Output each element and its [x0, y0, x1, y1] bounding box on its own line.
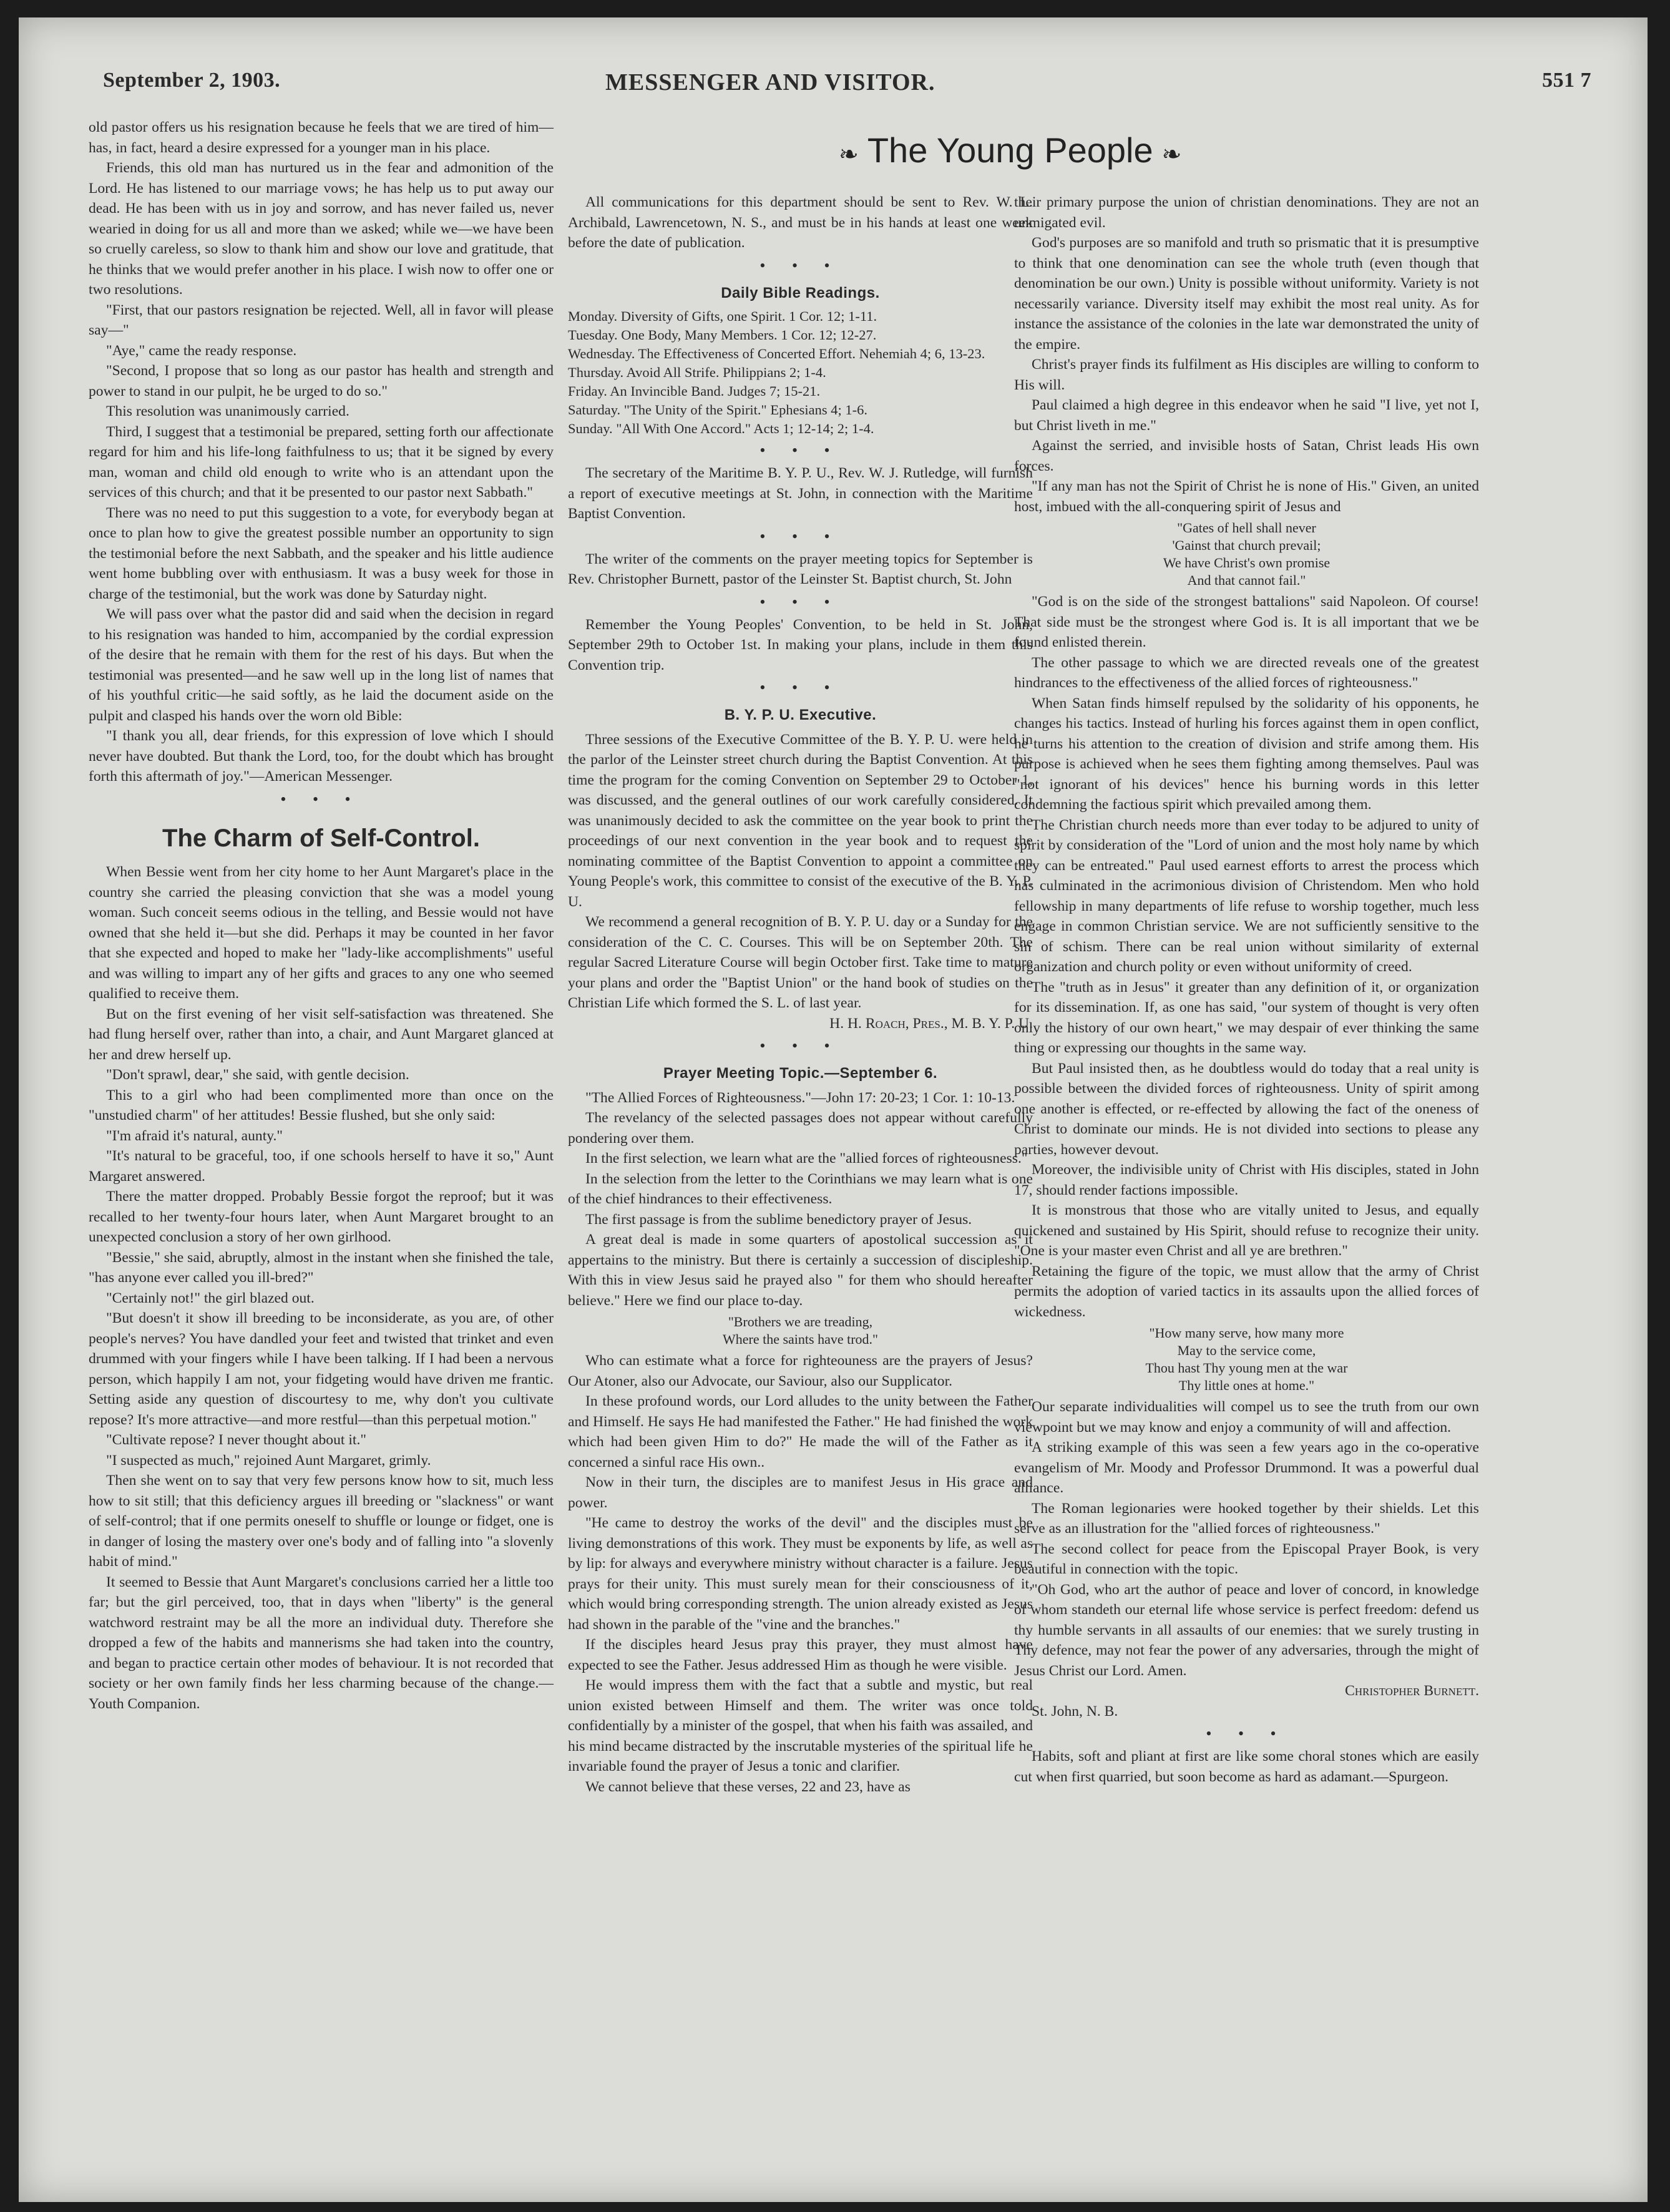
paragraph: their primary purpose the union of christian denominations. They are not an unmigated evil.: [1014, 194, 1479, 231]
paragraph: Moreover, the indivisible unity of Christ with His disciples, stated in John 17, should render factions impossible.: [1014, 1162, 1479, 1198]
column-right: [1014, 192, 1479, 1787]
paragraph: "I'm afraid it's natural, aunty.": [106, 1127, 283, 1144]
dateline: St. John, N. B.: [1032, 1703, 1118, 1720]
paragraph: We cannot believe that these verses, 22 and 23, have as: [585, 1778, 911, 1795]
paragraph: Now in their turn, the disciples are to manifest Jesus in His grace and power.: [568, 1474, 1033, 1511]
signature: Christopher Burnett.: [1345, 1683, 1479, 1699]
section-divider: • • •: [759, 527, 841, 546]
paragraph: All communications for this department should be sent to Rev. W. L. Archibald, Lawrencetown, N. S., and must be in his hands at least one week before the date of publication.: [568, 194, 1033, 251]
verse-line: We have Christ's own promise: [1163, 555, 1331, 570]
verse-line: "Gates of hell shall never: [1177, 520, 1316, 536]
paragraph: "If any man has not the Spirit of Christ he is none of His." Given, an united host, imbued with the all-conquering spirit of Jesus and: [1014, 478, 1479, 515]
paragraph: There the matter dropped. Probably Bessie forgot the reproof; but it was recalled to her twenty-four hours later, when Aunt Margaret brought to an unexpected conclusion a story of her own girlhood.: [89, 1188, 554, 1245]
page-number: 551 7: [1542, 69, 1591, 92]
paragraph: old pastor offers us his resignation because he feels that we are tired of him—has, in fact, heard a desire expressed for a younger man in his place.: [89, 119, 554, 156]
paragraph: The other passage to which we are directed reveals one of the greatest hindrances to the effectiveness of the allied forces of righteousness.": [1014, 654, 1479, 691]
section-divider: • • •: [280, 790, 362, 808]
list-item: Friday. An Invincible Band. Judges 7; 15-21.: [568, 383, 821, 399]
paragraph: When Bessie went from her city home to her Aunt Margaret's place in the country she carried the pleasing conviction that she was a model young woman. Such conceit seems odious in the telling, and Bessie would not have owned that she held it—but she did. Perhaps it may be counted in her favor that she expected and hoped to make her "lady-like accomplishments" useful and was willing to impart any of her gifts and graces to any one who seemed qualified to receive them.: [89, 864, 554, 1002]
paragraph: "God is on the side of the strongest battalions" said Napoleon. Of course! That side must be the strongest where God is. It is all important that we be found enlisted therein.: [1014, 594, 1479, 650]
fleuron-icon: ❧: [839, 142, 859, 168]
paragraph: Third, I suggest that a testimonial be prepared, setting forth our affectionate regard for him and his life-long faithfulness to us; that it be signed by every man, woman and child old enough to write who is an attendant upon the services of this church; and that it be presented to our pastor next Sabbath.": [89, 423, 554, 501]
paragraph: The writer of the comments on the prayer meeting topics for September is Rev. Christopher Burnett, pastor of the Leinster St. Baptist church, St. John: [568, 551, 1033, 587]
verse-line: "Brothers we are treading,: [728, 1314, 873, 1329]
paragraph: The "truth as in Jesus" it greater than any definition of it, or organization for its dissemination. If, as one has said, "our system of thought is very often only the history of our own heart," we may despair of ever thinking the same thing or expressing our thoughts in the same way.: [1014, 979, 1479, 1056]
paragraph: But on the first evening of her visit self-satisfaction was threatened. She had flung herself over, rather than into, a chair, and Aunt Margaret glanced at her and drew herself up.: [89, 1006, 554, 1063]
list-item: Thursday. Avoid All Strife. Philippians 2; 1-4.: [568, 365, 826, 380]
subheading: Daily Bible Readings.: [721, 284, 880, 301]
paragraph: "Don't sprawl, dear," she said, with gentle decision.: [106, 1067, 409, 1083]
paragraph: "Aye," came the ready response.: [106, 342, 297, 359]
paragraph: He would impress them with the fact that a subtle and mystic, but real union existed between Himself and them. The writer was once told confidentially by a minister of the gospel, that when his faith was assailed, and his mind became distracted by the inscrutable mysteries of the spiritual life he invariable found the prayer of Jesus a tonic and clarifier.: [568, 1677, 1033, 1774]
paragraph: The first passage is from the sublime benedictory prayer of Jesus.: [585, 1211, 972, 1228]
subheading: B. Y. P. U. Executive.: [724, 707, 877, 723]
paragraph: "Oh God, who art the author of peace and lover of concord, in knowledge of whom standeth our eternal life whose service is perfect freedom: defend us thy humble servants in all assaults of our enemies: that we surely trusting in Thy defence, may not fear the power of any adversaries, through the might of Jesus Christ our Lord. Amen.: [1014, 1581, 1479, 1679]
verse-quote: [568, 1313, 1033, 1348]
paragraph: A striking example of this was seen a few years ago in the co-operative evangelism of Mr. Moody and Professor Drummond. It was a powerful dual alliance.: [1014, 1439, 1479, 1496]
verse-line: 'Gainst that church prevail;: [1172, 537, 1321, 553]
paragraph: The Christian church needs more than ever today to be adjured to unity of spirit by consideration of the "Lord of union and the most holy name by which they can be entreated." Paul used earnest efforts to arrest the process which has culminated in the acrimonious division of Christendom. Men who hold fellowship in many departments of life refuse to worship together, much less engage in common Christian service. We are not sufficiently sensitive to the sin of schism. There can be real union without similarity of external organization and church polity or even without uniformity of creed.: [1014, 816, 1479, 975]
list-item: Tuesday. One Body, Many Members. 1 Cor. 12; 12-27.: [568, 327, 877, 343]
section-heading: [830, 130, 1190, 170]
paragraph: Retaining the figure of the topic, we must allow that the army of Christ permits the adoption of varied tactics in its assaults upon the allied forces of wickedness.: [1014, 1263, 1479, 1320]
paragraph: But Paul insisted then, as he doubtless would do today that a real unity is possible between the divided forces of righteousness. Unity of spirit among one another is effected, or re-effected by allowing the fact of the oneness of Christ to dominate our minds. He is not divided into sections to please any parties, however devout.: [1014, 1060, 1479, 1158]
paragraph: "But doesn't it show ill breeding to be inconsiderate, as you are, of other people's nerves? You have dandled your feet and twisted that trinket and even drummed with your fingers while I have been talking. If I had been a nervous person, which happily I am not, your fidgeting would have driven me frantic. Setting aside any question of discourtesy to me, why don't you cultivate repose? It's more attractive—and more restful—than this perpetual motion.": [89, 1310, 554, 1428]
paragraph: The second collect for peace from the Episcopal Prayer Book, is very beautiful in connection with the topic.: [1014, 1540, 1479, 1577]
issue-date: September 2, 1903.: [103, 69, 281, 92]
paragraph: "First, that our pastors resignation be rejected. Well, all in favor will please say—": [89, 301, 554, 338]
paragraph: Then she went on to say that very few persons know how to sit, much less how to sit still; that this deficiency argues ill breeding or "slackness" or want of self-control; that if one permits oneself to shuffle or lounge or fidget, one is in danger of losing the mastery over one's body and of falling into "a slovenly habit of mind.": [89, 1472, 554, 1570]
paragraph: When Satan finds himself repulsed by the solidarity of his opponents, he changes his tactics. Instead of hurling his forces against them in open conflict, he turns his attention to the creation of division and strife among them. His purpose is achieved when he sees them fighting among themselves. Paul was "not ignorant of his devices" hence his burning words in this letter condemning the factious spirit which prevailed among them.: [1014, 695, 1479, 813]
paragraph: "I thank you all, dear friends, for this expression of love which I should never have doubted. But thank the Lord, too, for the doubt which has brought forth this aftermath of joy."—American Messenger.: [89, 728, 554, 785]
section-divider: • • •: [759, 678, 841, 697]
verse-line: Where the saints have trod.": [722, 1331, 879, 1347]
paragraph: "The Allied Forces of Righteousness."—John 17: 20-23; 1 Cor. 1: 10-13.: [585, 1089, 1015, 1106]
paragraph: The revelancy of the selected passages does not appear without carefully pondering over them.: [568, 1110, 1033, 1147]
paragraph: The Roman legionaries were hooked together by their shields. Let this serve as an illustration for the "allied forces of righteousness.": [1014, 1500, 1479, 1537]
paragraph: "Bessie," she said, abruptly, almost in the instant when she finished the tale, "has anyone ever called you ill-bred?": [89, 1249, 554, 1286]
list-item: Sunday. "All With One Accord." Acts 1; 12-14; 2; 1-4.: [568, 421, 874, 436]
paragraph: Our separate individualities will compel us to see the truth from our own viewpoint but we may know and enjoy a community of will and affection.: [1014, 1399, 1479, 1436]
paragraph: "Second, I propose that so long as our pastor has health and strength and power to stand in our pulpit, he be urged to do so.": [89, 363, 554, 399]
paragraph: Habits, soft and pliant at first are like some choral stones which are easily cut when first quarried, but soon become as hard as adamant.—Spurgeon.: [1014, 1748, 1479, 1785]
paragraph: If the disciples heard Jesus pray this prayer, they must almost have expected to see the Father. Jesus addressed Him as though he were visible.: [568, 1637, 1033, 1673]
fleuron-icon: ❧: [1161, 142, 1182, 168]
paragraph: Against the serried, and invisible hosts of Satan, Christ leads His own forces.: [1014, 438, 1479, 474]
paragraph: Christ's prayer finds its fulfilment as His disciples are willing to conform to His will.: [1014, 356, 1479, 393]
paragraph: Paul claimed a high degree in this endeavor when he said "I live, yet not I, but Christ liveth in me.": [1014, 397, 1479, 434]
paragraph: This to a girl who had been complimented more than once on the "unstudied charm" of her attitudes! Bessie flushed, but she only said:: [89, 1087, 554, 1123]
paragraph: In the selection from the letter to the Corinthians we may learn what is one of the chief hindrances to their effectiveness.: [568, 1170, 1033, 1207]
section-heading-text: The Young People: [867, 130, 1153, 170]
list-item: Saturday. "The Unity of the Spirit." Ephesians 4; 1-6.: [568, 402, 867, 418]
paragraph: Who can estimate what a force for righteouness are the prayers of Jesus? Our Atoner, also our Advocate, our Saviour, also our Supplicator.: [568, 1353, 1033, 1389]
paragraph: Three sessions of the Executive Committee of the B. Y. P. U. were held in the parlor of the Leinster street church during the Baptist Convention. At this time the program for the coming Convention on September 29 to October 1, was discussed, and the general outlines of our work carefully considered. It was unanimously decided to ask the committee on the year book to print the proceedings of our next convention in the year book and to request the nominating committee of the Baptist Convention to appoint a committee on Young People's work, this committee to consist of the executive of the B. Y. P. U.: [568, 731, 1033, 910]
list-item: Wednesday. The Effectiveness of Concerted Effort. Nehemiah 4; 6, 13-23.: [568, 346, 985, 361]
paragraph: "I suspected as much," rejoined Aunt Margaret, grimly.: [106, 1452, 431, 1469]
verse-line: And that cannot fail.": [1187, 572, 1306, 588]
paragraph: Remember the Young Peoples' Convention, to be held in St. John, September 29th to October 1st. In making your plans, include in them this Convention trip.: [568, 616, 1033, 673]
paragraph: A great deal is made in some quarters of apostolical succession as it appertains to the ministry. But there is certainly a succession of discipleship. With this in view Jesus said he prayed also " for them who should hereafter believe." Here we find our place to-day.: [568, 1231, 1033, 1309]
bible-readings-list: [568, 307, 1033, 438]
paragraph: It is monstrous that those who are vitally united to Jesus, and equally quickened and sustained by His Spirit, should refuse to recognize their unity. "One is your master even Christ and all ye are brethren.": [1014, 1202, 1479, 1259]
paragraph: In the first selection, we learn what are the "allied forces of righteousness.": [585, 1150, 1028, 1167]
paragraph: "He came to destroy the works of the devil" and the disciples must be living demonstrations of this work. They must be exponents by life, as well as by lip: for always and everywhere ministry without character is a failure. Jesus prays for their unity. This must surely mean for their consciousness of it, which would bring corresponding strength. The union already existed as Jesus had shown in the parable of the "vine and the branches.": [568, 1515, 1033, 1633]
paragraph: "Cultivate repose? I never thought about it.": [106, 1432, 366, 1448]
paragraph: We will pass over what the pastor did and said when the decision in regard to his resignation was handed to him, accompanied by the cordial expression of the desire that he remain with them for the rest of his days. But when the testimonial was presented—and he saw well up in the long list of names that of his youthful critic—he said softly, as he laid the document aside on the pulpit and clasped his hands over the worn old Bible:: [89, 606, 554, 724]
paragraph: God's purposes are so manifold and truth so prismatic that it is presumptive to think that one denomination can see the whole truth (even though that denomination be our own.) Unity is possible without uniformity. Variety is not necessarily variance. Diversity itself may exhibit the most real unity. As for instance the assistance of the colonies in the late war demonstrated the unity of the empire.: [1014, 235, 1479, 353]
paragraph: There was no need to put this suggestion to a vote, for everybody began at once to plan how to give the greatest possible number an opportunity to sign the testimonial before the next Sabbath, and the speaker and his little audience went home bubbling over with enthusiasm. It was a busy week for those in charge of the testimonial, but the work was done by Saturday night.: [89, 504, 554, 602]
paragraph: In these profound words, our Lord alludes to the unity between the Father and Himself. He says He had manifested the Father." He had finished the work which had been given Him to do?" He made the will of the Father as it concerned a sinful race His own..: [568, 1393, 1033, 1471]
paragraph: "Certainly not!" the girl blazed out.: [106, 1290, 315, 1306]
verse-line: Thy little ones at home.": [1178, 1378, 1315, 1393]
paragraph: It seemed to Bessie that Aunt Margaret's conclusions carried her a little too far; but the girl perceived, too, that in days when "liberty" is the general watchword restraint may be all the more an individual duty. Therefore she dropped a few of the habits and mannerisms she had taken into the country, and began to practice certain other modes of behaviour. It is not recorded that society or her own family finds her less charming because of the change.—Youth Companion.: [89, 1573, 554, 1712]
column-middle: [568, 192, 1033, 1797]
paragraph: "It's natural to be graceful, too, if one schools herself to have it so," Aunt Margaret answered.: [89, 1148, 554, 1185]
verse-quote: [1014, 519, 1479, 589]
section-divider: • • •: [1206, 1725, 1287, 1743]
section-divider: • • •: [759, 592, 841, 611]
masthead-title: MESSENGER AND VISITOR.: [605, 69, 935, 95]
subheading: Prayer Meeting Topic.—September 6.: [663, 1065, 938, 1082]
paragraph: Friends, this old man has nurtured us in the fear and admonition of the Lord. He has listened to our marriage vows; he has help us to put away our dead. He has been with us in joy and sorrow, and has never failed us, never wearied in doing for us all and more than we asked; while we—we have been so cruelly careless, so slow to thank him and show our love and gratitude, that he thinks that we would prefer another in his place. I wish now to offer one or two resolutions.: [89, 160, 554, 298]
column-left: [89, 117, 554, 1714]
paragraph: The secretary of the Maritime B. Y. P. U., Rev. W. J. Rutledge, will furnish a report of executive meetings at St. John, in connection with the Maritime Baptist Convention.: [568, 465, 1033, 522]
section-divider: • • •: [759, 441, 841, 459]
article-title: The Charm of Self-Control.: [162, 824, 480, 852]
section-divider: • • •: [759, 1037, 841, 1055]
list-item: Monday. Diversity of Gifts, one Spirit. 1 Cor. 12; 1-11.: [568, 308, 877, 324]
verse-line: May to the service come,: [1177, 1343, 1316, 1358]
paragraph: This resolution was unanimously carried.: [106, 403, 349, 419]
newspaper-page: [19, 17, 1648, 2202]
section-divider: • • •: [759, 256, 841, 275]
verse-quote: [1014, 1324, 1479, 1394]
signature: H. H. Roach, Pres., M. B. Y. P. U.: [829, 1015, 1033, 1032]
verse-line: Thou hast Thy young men at the war: [1145, 1360, 1348, 1376]
paragraph: We recommend a general recognition of B. Y. P. U. day or a Sunday for the consideration of the C. C. Courses. This will be on September 20th. The regular Sacred Literature Course will begin October first. Take time to mature your plans and order the "Baptist Union" or the hand book of studies on the Christian Life which formed the S. L. of last year.: [568, 914, 1033, 1011]
verse-line: "How many serve, how many more: [1149, 1325, 1344, 1341]
